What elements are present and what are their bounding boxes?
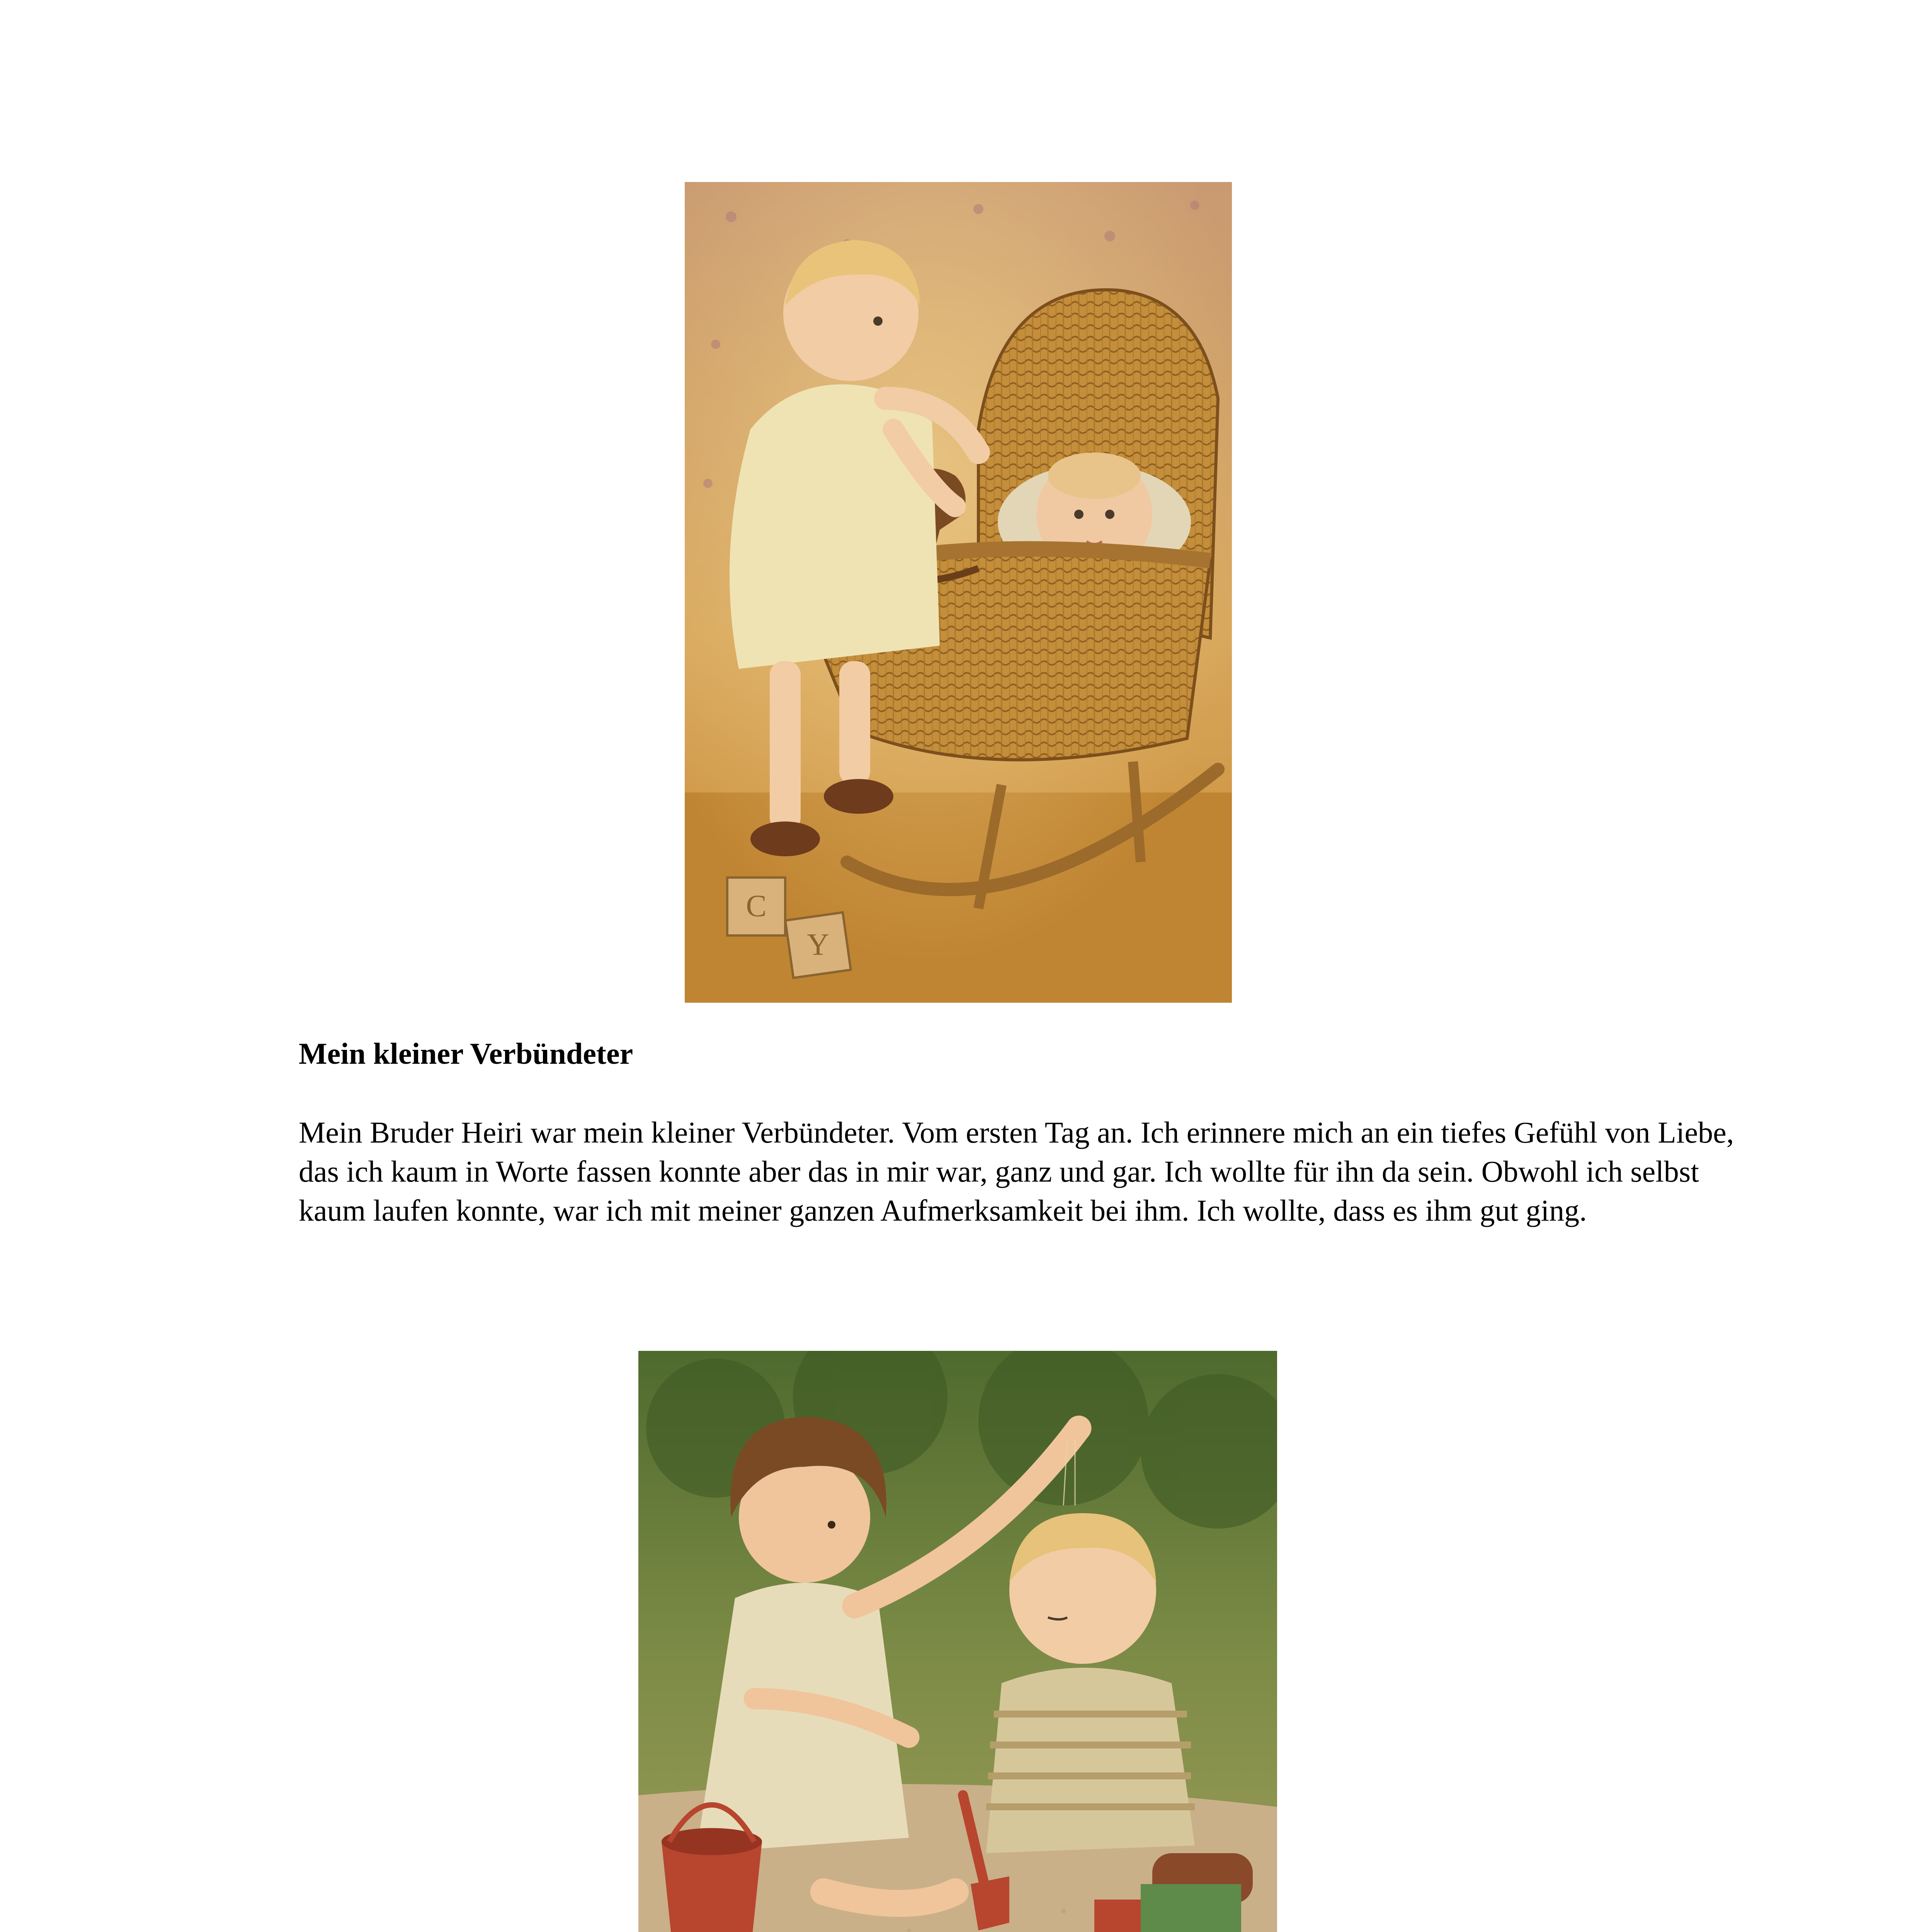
paragraph: Mein Bruder Heiri war mein kleiner Verbündeter. Vom ersten Tag an. Ich erinnere mich an ein tiefes Gefühl von Liebe, das ich kaum in Worte fassen konnte aber das in mir war, ganz und gar. Ich wollte für ihn da sein. Obwohl ich selbst kaum laufen konnte, war ich mit meiner ganzen Aufmerksamkeit bei ihm. Ich wollte, dass es ihm gut ging.: [299, 1116, 1734, 1227]
svg-text:Y: Y: [807, 928, 829, 962]
story-heading: Mein kleiner Verbündeter: [299, 1037, 633, 1070]
svg-text:C: C: [746, 889, 767, 923]
illustration-cradle: [685, 182, 1232, 1003]
illustration-sandbox: [638, 1351, 1277, 1932]
